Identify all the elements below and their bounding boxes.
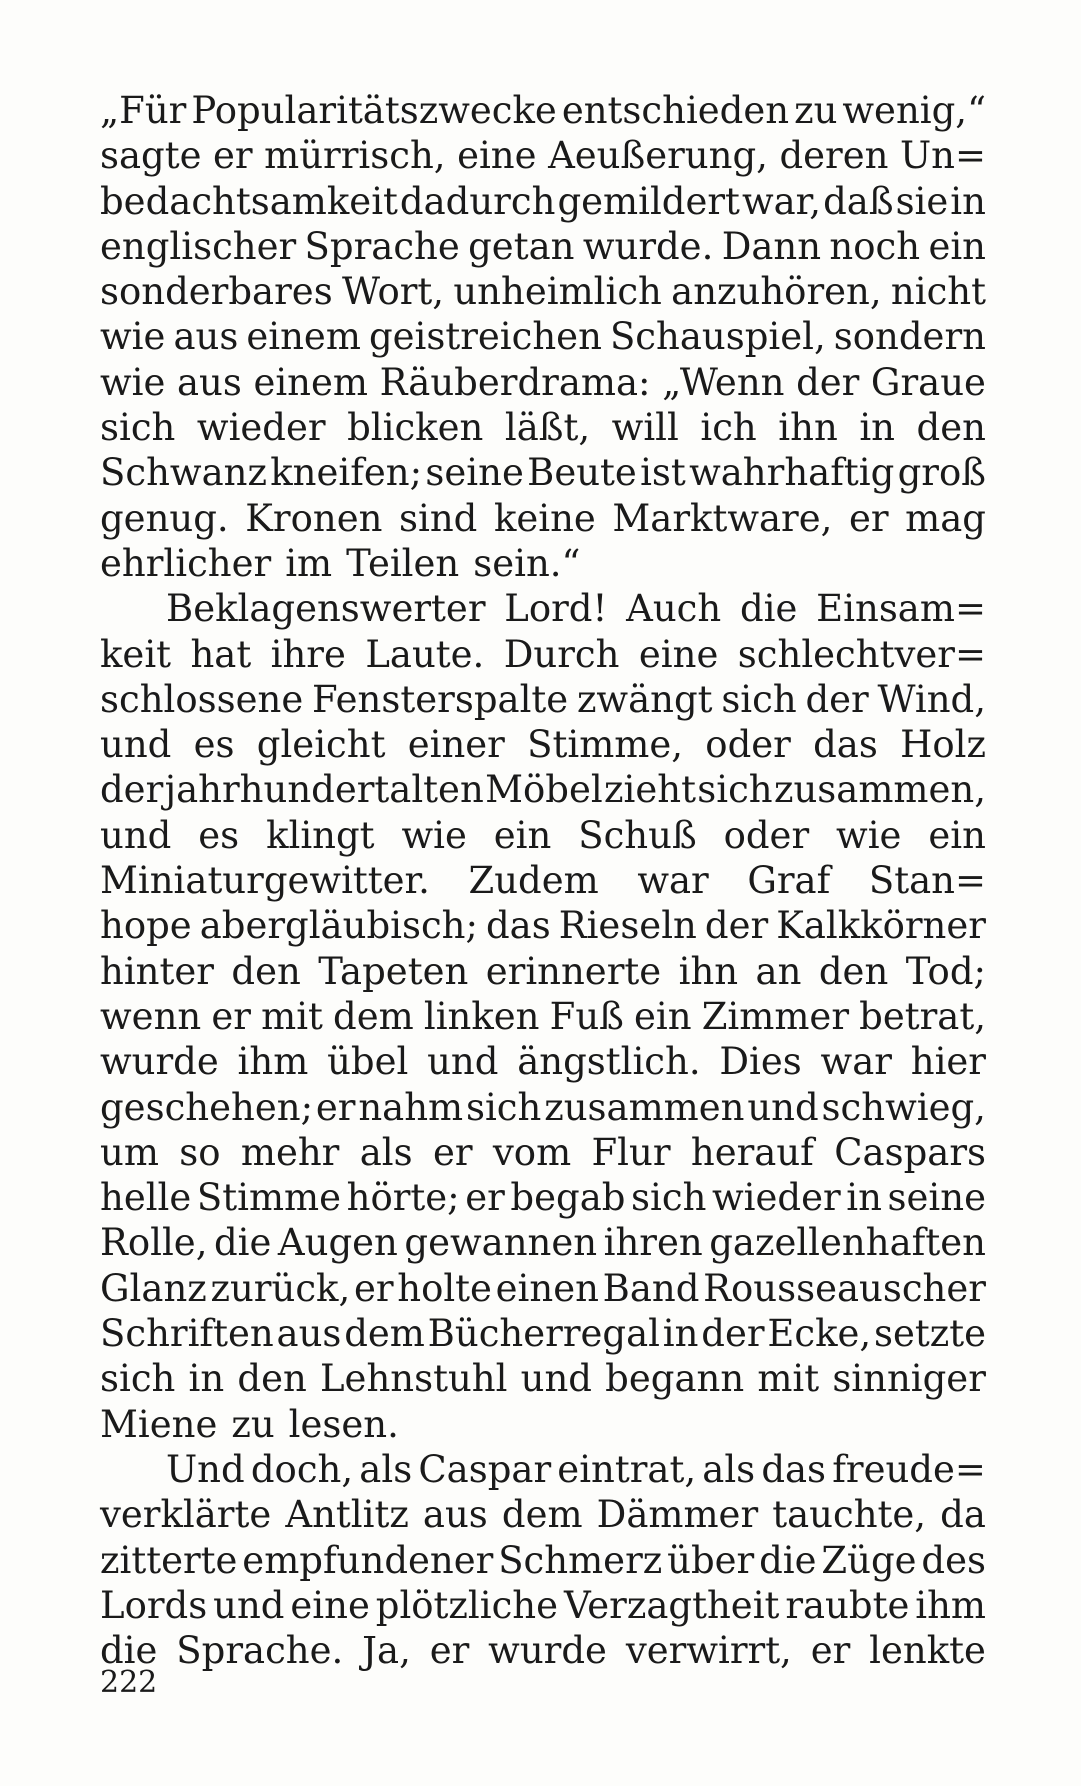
- body-text: [100, 88, 986, 1673]
- word: ängstlich.: [517, 1040, 701, 1084]
- word: Ja,: [362, 1629, 411, 1673]
- word: will: [611, 406, 679, 450]
- word: schlechtver=: [737, 632, 986, 676]
- word: einer: [407, 723, 505, 767]
- word: aus: [422, 1493, 488, 1537]
- word: sagte: [100, 134, 202, 178]
- word: zu: [231, 1402, 275, 1446]
- word: schlossene: [100, 677, 304, 721]
- text-line: [100, 1130, 986, 1175]
- word: noch: [829, 224, 921, 268]
- word: hinter: [100, 949, 214, 993]
- text-line: [100, 813, 986, 858]
- word: Flur: [591, 1130, 671, 1174]
- word: daß: [823, 179, 894, 223]
- word: Räuberdrama:: [379, 360, 651, 404]
- word: und: [520, 1357, 592, 1401]
- word: Rousseauscher: [703, 1266, 986, 1310]
- text-line: [100, 1220, 986, 1265]
- word: oder: [723, 813, 810, 857]
- word: ein: [634, 994, 692, 1038]
- word: wie: [100, 315, 166, 359]
- text-line: [100, 1356, 986, 1401]
- text-line: [100, 722, 986, 767]
- text-line: [100, 632, 986, 677]
- word: er: [211, 994, 251, 1038]
- word: und: [213, 1583, 285, 1627]
- word: verwirrt,: [625, 1629, 792, 1673]
- word: in: [846, 1176, 882, 1220]
- word: zieht: [604, 768, 696, 812]
- word: linken: [423, 994, 540, 1038]
- word: Sprache.: [176, 1629, 344, 1673]
- word: als: [702, 1447, 756, 1491]
- text-line: [100, 541, 986, 586]
- word: ihn: [678, 949, 739, 993]
- word: dem: [344, 1312, 425, 1356]
- word: oder: [705, 723, 791, 767]
- word: Tod;: [905, 949, 986, 993]
- word: sie: [895, 179, 949, 223]
- word: wieder: [196, 406, 326, 450]
- word: erinnerte: [485, 949, 662, 993]
- word: eine: [290, 1583, 370, 1627]
- word: raubte: [785, 1583, 910, 1627]
- word: und: [100, 723, 172, 767]
- word: wurde: [100, 1040, 219, 1084]
- word: wenig,“: [842, 89, 986, 132]
- word: sich: [465, 1085, 542, 1129]
- word: die: [213, 1221, 272, 1265]
- word: wie: [100, 360, 166, 404]
- word: übel: [327, 1040, 409, 1084]
- word: mit: [757, 1357, 820, 1401]
- word: in: [662, 1312, 699, 1356]
- word: groß: [897, 451, 986, 495]
- word: zurück,: [210, 1266, 351, 1310]
- word: eine: [638, 632, 719, 676]
- word: Kronen: [245, 496, 383, 540]
- word: Un=: [899, 134, 986, 178]
- word: lesen.: [288, 1402, 399, 1446]
- word: als: [359, 1130, 413, 1174]
- word: die: [100, 1629, 158, 1673]
- text-line: [100, 133, 986, 178]
- word: als: [359, 1447, 413, 1491]
- word: sein.“: [473, 541, 581, 585]
- word: im: [285, 541, 333, 585]
- text-line: [100, 1583, 986, 1628]
- word: er: [432, 1130, 473, 1174]
- word: gazellenhaften: [709, 1221, 986, 1265]
- word: zusammen: [544, 1085, 745, 1129]
- word: wenn: [100, 994, 202, 1038]
- word: sich: [100, 406, 176, 450]
- word: über: [667, 1538, 755, 1582]
- text-line: [100, 1628, 986, 1673]
- word: aus: [173, 315, 239, 359]
- word: er: [353, 1266, 394, 1310]
- word: getan: [468, 224, 575, 268]
- word: abergläubisch;: [199, 904, 478, 948]
- word: Züge: [821, 1538, 917, 1582]
- word: das: [761, 1447, 827, 1491]
- word: in: [950, 179, 986, 223]
- word: es: [198, 813, 240, 857]
- word: plötzliche: [375, 1583, 559, 1627]
- word: er: [429, 1629, 470, 1673]
- word: hat: [190, 632, 252, 676]
- word: entschieden: [561, 89, 790, 132]
- text-line: [100, 88, 986, 133]
- word: gemildert: [557, 179, 740, 223]
- text-line: [100, 1447, 986, 1492]
- word: und: [747, 1085, 819, 1129]
- word: gleicht: [256, 723, 386, 767]
- word: Fensterspalte: [312, 677, 569, 721]
- word: Fuß: [549, 994, 624, 1038]
- word: und: [427, 1040, 499, 1084]
- text-line: [100, 496, 986, 541]
- word: eine: [457, 134, 537, 178]
- word: sich: [721, 677, 797, 721]
- word: Beute: [527, 451, 637, 495]
- text-line: [100, 1039, 986, 1084]
- text-line: [100, 450, 986, 495]
- word: Augen: [277, 1221, 398, 1265]
- text-line: [100, 269, 986, 314]
- word: keit: [100, 632, 172, 676]
- word: das: [485, 904, 551, 948]
- word: Marktware,: [612, 496, 833, 540]
- word: und: [100, 813, 172, 857]
- word: blicken: [347, 406, 484, 450]
- word: ein: [928, 813, 986, 857]
- word: der: [805, 677, 869, 721]
- word: zitterte: [100, 1538, 238, 1582]
- word: war: [820, 1040, 892, 1084]
- word: Auch: [626, 587, 722, 631]
- word: ehrlicher: [100, 541, 272, 585]
- text-line: [100, 405, 986, 450]
- word: des: [921, 1538, 986, 1582]
- word: einem: [246, 315, 361, 359]
- word: die: [759, 1538, 817, 1582]
- word: Schauspiel,: [609, 315, 826, 359]
- word: ich: [700, 406, 757, 450]
- word: sonderbares: [100, 270, 333, 314]
- word: um: [100, 1130, 159, 1174]
- word: Einsam=: [816, 587, 986, 631]
- word: den: [237, 1357, 307, 1401]
- word: Verzagtheit: [563, 1583, 780, 1627]
- word: sich: [100, 1357, 176, 1401]
- word: verklärte: [100, 1493, 272, 1537]
- word: Tapeten: [318, 949, 469, 993]
- text-line: [100, 314, 986, 359]
- word: wurde: [488, 1629, 607, 1673]
- word: Holz: [900, 723, 986, 767]
- word: freude=: [832, 1447, 986, 1491]
- text-line: [100, 224, 986, 269]
- text-line: [100, 586, 986, 631]
- word: der: [701, 1312, 765, 1356]
- word: Dann: [721, 224, 822, 268]
- word: begab: [510, 1176, 626, 1220]
- text-line: [100, 179, 986, 224]
- word: keine: [493, 496, 596, 540]
- word: da: [940, 1493, 986, 1537]
- word: er: [848, 496, 889, 540]
- text-line: [100, 994, 986, 1039]
- word: deren: [779, 134, 889, 178]
- word: war,: [741, 179, 822, 223]
- word: unheimlich: [453, 270, 662, 314]
- word: Band: [602, 1266, 700, 1310]
- word: mürrisch,: [264, 134, 446, 178]
- word: wieder: [712, 1176, 841, 1220]
- word: sich: [697, 768, 773, 812]
- word: anzuhören,: [671, 270, 882, 314]
- text-line: [100, 1085, 986, 1130]
- word: eintrat,: [557, 1447, 697, 1491]
- word: er: [315, 1085, 356, 1129]
- word: lenkte: [869, 1629, 986, 1673]
- word: hörte;: [346, 1176, 460, 1220]
- word: ihm: [237, 1040, 309, 1084]
- word: ihn: [778, 406, 838, 450]
- text-line: [100, 767, 986, 812]
- word: sinniger: [832, 1357, 986, 1401]
- word: den: [818, 949, 889, 993]
- word: sondern: [833, 315, 986, 359]
- word: der: [100, 768, 164, 812]
- word: Popularitätszwecke: [191, 89, 557, 132]
- word: aus: [276, 1312, 342, 1356]
- word: Schriften: [100, 1312, 274, 1356]
- word: begann: [605, 1357, 745, 1401]
- word: Kalkkörner: [776, 904, 986, 948]
- word: nicht: [890, 270, 986, 314]
- page-number: 222: [100, 1665, 158, 1700]
- text-line: [100, 1492, 986, 1537]
- word: Bücherregal: [427, 1312, 660, 1356]
- word: seine: [425, 451, 524, 495]
- word: hier: [910, 1040, 986, 1084]
- word: Beklagenswerter: [166, 587, 486, 631]
- word: ein: [928, 224, 986, 268]
- word: seine: [887, 1176, 986, 1220]
- word: betrat,: [859, 994, 986, 1038]
- word: Rieseln: [558, 904, 697, 948]
- word: in: [859, 406, 895, 450]
- word: Antlitz: [285, 1493, 409, 1537]
- word: dem: [333, 994, 414, 1038]
- word: Wind,: [877, 677, 986, 721]
- word: er: [465, 1176, 505, 1220]
- text-line: [100, 1266, 986, 1311]
- word: ihren: [603, 1221, 703, 1265]
- word: „Wenn: [662, 360, 785, 404]
- word: den: [916, 406, 986, 450]
- word: genug.: [100, 496, 229, 540]
- word: Caspars: [834, 1130, 986, 1174]
- word: sich: [631, 1176, 707, 1220]
- word: Stimme: [196, 1176, 342, 1220]
- word: schwieg,: [821, 1085, 986, 1129]
- word: Aeußerung,: [548, 134, 768, 178]
- text-line: [100, 858, 986, 903]
- word: Lords: [100, 1583, 208, 1627]
- word: hope: [100, 904, 192, 948]
- word: sind: [399, 496, 478, 540]
- word: gewannen: [404, 1221, 598, 1265]
- word: aus: [176, 360, 242, 404]
- word: Zimmer: [701, 994, 850, 1038]
- word: der: [796, 360, 860, 404]
- word: das: [813, 723, 878, 767]
- text-line: [100, 903, 986, 948]
- word: nahm: [358, 1085, 464, 1129]
- word: wurde.: [582, 224, 714, 268]
- word: ihm: [915, 1583, 986, 1627]
- word: holte: [397, 1266, 492, 1310]
- word: Stimme,: [527, 723, 684, 767]
- word: einem: [253, 360, 368, 404]
- word: dadurch: [399, 179, 556, 223]
- word: an: [755, 949, 802, 993]
- word: so: [179, 1130, 221, 1174]
- word: zwängt: [576, 677, 713, 721]
- word: ein: [493, 813, 552, 857]
- word: wie: [836, 813, 902, 857]
- word: einen: [495, 1266, 599, 1310]
- word: geistreichen: [368, 315, 602, 359]
- word: in: [188, 1357, 225, 1401]
- word: bedachtsamkeit: [100, 179, 398, 223]
- word: Zudem: [468, 859, 599, 903]
- word: wahrhaftig: [689, 451, 895, 495]
- word: geschehen;: [100, 1085, 314, 1129]
- word: englischer: [100, 224, 297, 268]
- word: den: [231, 949, 301, 993]
- word: mehr: [240, 1130, 340, 1174]
- text-line: [100, 1402, 986, 1447]
- word: doch,: [250, 1447, 354, 1491]
- word: Graue: [870, 360, 986, 404]
- word: Dämmer: [596, 1493, 759, 1537]
- word: Stan=: [868, 859, 986, 903]
- word: Laute.: [365, 632, 485, 676]
- word: klingt: [266, 813, 375, 857]
- word: Caspar: [418, 1447, 552, 1491]
- word: Lord!: [504, 587, 608, 631]
- text-line: [100, 1311, 986, 1356]
- word: Lehnstuhl: [319, 1357, 508, 1401]
- word: Durch: [503, 632, 620, 676]
- word: herauf: [690, 1130, 814, 1174]
- word: „Für: [100, 89, 187, 132]
- word: Schwanz: [100, 451, 267, 495]
- word: empfundener: [242, 1538, 494, 1582]
- word: wie: [401, 813, 467, 857]
- word: Graf: [747, 859, 831, 903]
- word: zusammen,: [773, 768, 986, 812]
- word: ihre: [270, 632, 346, 676]
- word: Schmerz: [498, 1538, 663, 1582]
- word: Schuß: [578, 813, 697, 857]
- word: er: [213, 134, 253, 178]
- word: läßt,: [504, 406, 591, 450]
- word: helle: [100, 1176, 192, 1220]
- word: mit: [261, 994, 323, 1038]
- text-line: [100, 360, 986, 405]
- word: die: [739, 587, 798, 631]
- word: Teilen: [346, 541, 460, 585]
- word: vom: [492, 1130, 572, 1174]
- word: Möbel: [485, 768, 603, 812]
- word: Wort,: [341, 270, 445, 314]
- word: der: [704, 904, 769, 948]
- word: war: [637, 859, 709, 903]
- word: tauchte,: [772, 1493, 927, 1537]
- word: ist: [640, 451, 686, 495]
- word: kneifen;: [270, 451, 423, 495]
- word: Und: [166, 1447, 245, 1491]
- word: setzte: [873, 1312, 986, 1356]
- word: es: [193, 723, 235, 767]
- word: er: [810, 1629, 851, 1673]
- word: jahrhundertalten: [164, 768, 484, 812]
- text-line: [100, 1175, 986, 1220]
- text-line: [100, 1538, 986, 1583]
- text-line: [100, 677, 986, 722]
- word: Glanz: [100, 1266, 207, 1310]
- text-line: [100, 949, 986, 994]
- word: Ecke,: [767, 1312, 872, 1356]
- word: dem: [501, 1493, 583, 1537]
- word: Rolle,: [100, 1221, 208, 1265]
- word: Miene: [100, 1402, 218, 1446]
- word: Dies: [719, 1040, 802, 1084]
- word: Miniaturgewitter.: [100, 859, 430, 903]
- word: mag: [905, 496, 986, 540]
- word: zu: [794, 89, 838, 132]
- word: Sprache: [304, 224, 460, 268]
